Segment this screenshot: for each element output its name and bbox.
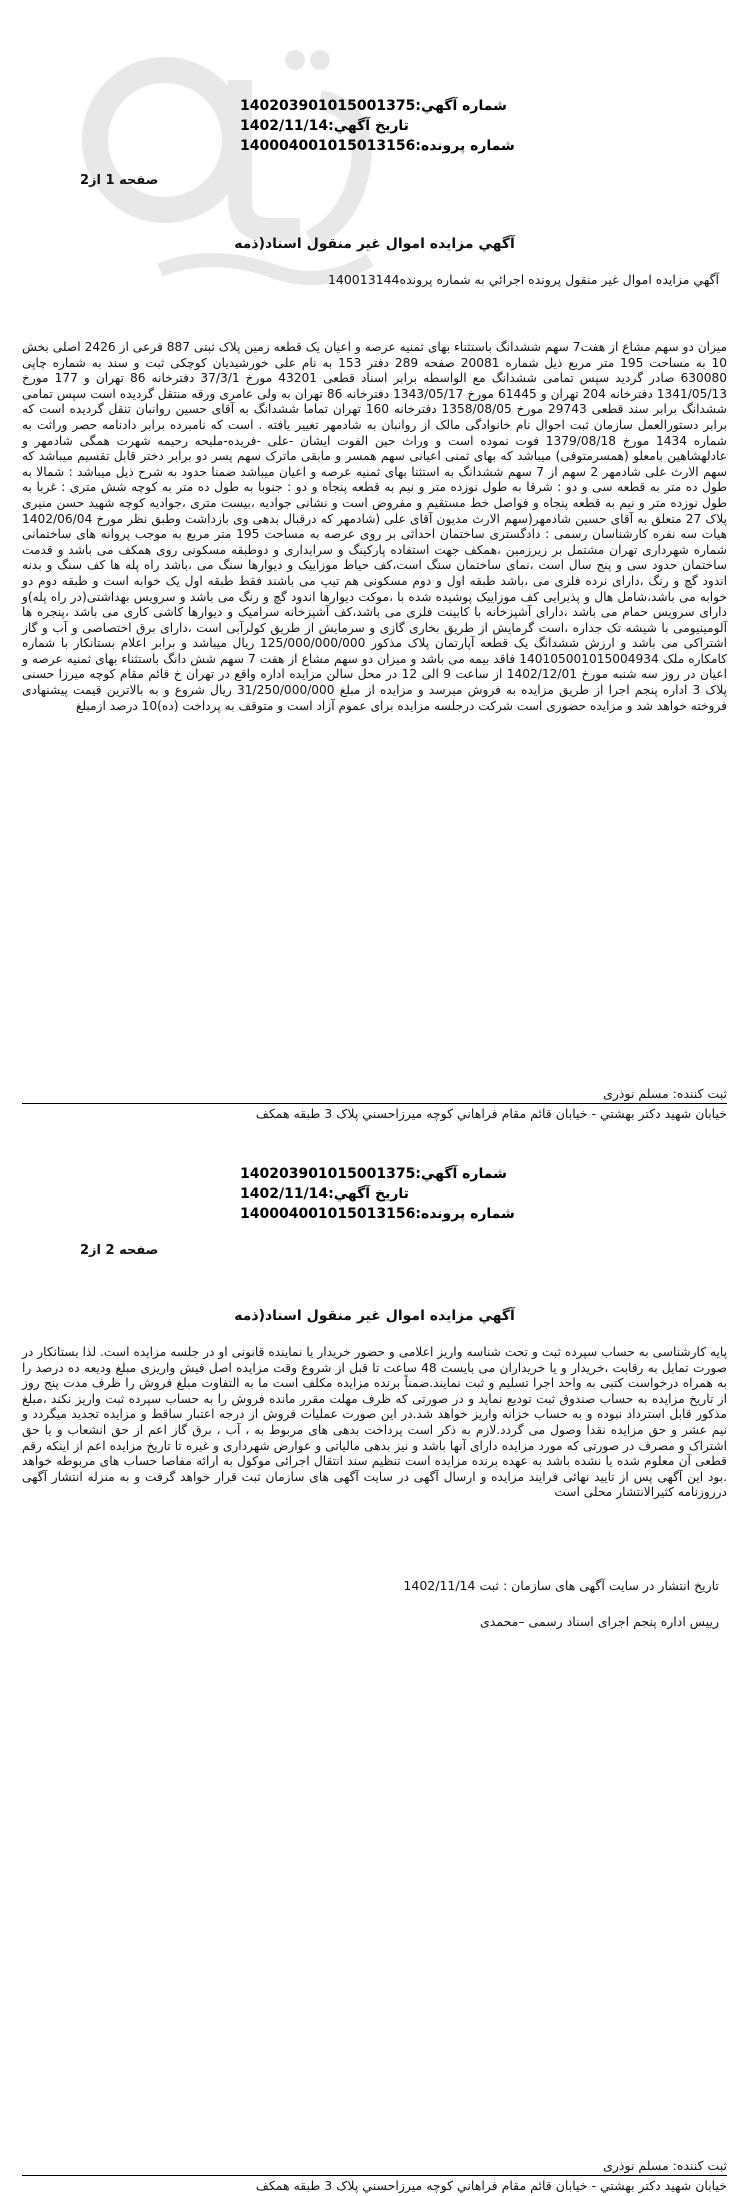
ad-number: شماره آگهي:140203901015001375	[240, 1166, 507, 1182]
page-title: آگهي مزايده اموال غير منقول اسناد(ذمه	[234, 236, 515, 252]
auction-body-text: پايه کارشناسی به حساب سپرده ثبت و تحت شناسه واريز اعلامی و حضور خريدار يا نماينده قانونی او در جلسه مزايده است. لذا بستانکار در صورت تمايل به رقابت ،خريدار و يا خريداران می بايست 48 ساعت تا قبل از شروع وقت مزايده اصل فيش واريزی مبلغ وديعه ده درصد را به همراه درخواست کتبی به واحد اجرا تسليم و ثبت نمايند.ضمناً برنده مزايده مکلف است ما به التفاوت مبلغ فروش را ظرف مدت پنج روز از تاريخ مزايده به حساب صندوق ثبت توديع نمايد و در صورتی که ظرف مهلت مقرر مانده فروش را به حساب سپرده ثبت واريز نکند ،مبلغ مذکور قابل استرداد نبوده و به حساب خزانه واريز خواهد شد.در اين صورت عمليات فروش از درجه اعتبار ساقط و مزايده تجديد ميگردد و نيم عشر و حق مزايده نقدا وصول می گردد.لازم به ذکر است پرداخت بدهی های مربوط به ، آب ، برق گاز اعم از حق انشعاب و يا حق اشتراک و مصرف در صورتی که مورد مزايده دارای آنها باشد و نيز بدهی مالياتی و عوارض شهرداری و غيره تا تاريخ مزايده اعم از اينکه رقم قطعی آن معلوم شده يا نشده باشد به عهده برنده مزايده است تنظيم سند انتقال اجرائی موکول به ارائه مفاصا حساب های مربوطه خواهد .بود اين آگهی پس از تاييد نهائی فرايند مزايده و ارسال آگهی در سايت آگهی های سازمان ثبت قرار خواهد گرفت و به منزله انتشار آگهی درروزنامه کثيرالانتشار محلی است	[22, 1345, 727, 1500]
page-title: آگهي مزايده اموال غير منقول اسناد(ذمه	[234, 1308, 515, 1324]
auction-body-text: ميزان دو سهم مشاع از هفت7 سهم ششدانگ باستثناء بهای ثمنيه عرصه و اعيان يک قطعه زمين پلاک ثبتی 887 فرعی از 2426 اصلی بخش 10 به مساحت 195 متر مربع ذيل شماره 20081 صفحه 289 دفتر 153 به نام علی خورشيديان کوچکی ثبت و سند به شماره چاپی 630080 صادر گرديد سپس تمامی ششدانگ مع الواسطه برابر اسناد قطعی 43201 مورخ 37/3/1 دفترخانه 86 تهران و 177 مورخ 1341/05/13 دفترخانه 204 تهران و 61445 مورخ 1343/05/17 دفترخانه 86 تهران به ولی عامری ورقه منتقل گرديده است سپس تمامی ششدانگ برابر سند قطعی 29743 مورخ 1358/08/05 دفترخانه 160 تهران تماما ششدانگ به آقای حسين روانبان تنقل گرديده است که برابر دستورالعمل سازمان ثبت احوال نام خانوادگی مالک از روانبان به شادمهر تغيير يافته . است که نامبرده برابر دادنامه حصر وراثت به شماره 1434 مورخ 1379/08/18 فوت نموده است و وراث حين الفوت ايشان -علی -فريده-مليحه رحيمه شهرت همگی شادمهر و عادلهشاهين بامعلو (همسرمتوفی) ميباشد که بهای ثمنی اعيانی سهم همسر و مابقی ماترک سهم پسر دو برابر دختر قابل تقسيم ميباشد که سهم الارث علی شادمهر 2 سهم از 7 سهم ششدانگ به استثنا بهای ثمنيه عرصه و اعيان ميباشد ضمنا حدود به شرح ذيل ميباشد : شمالا به طول ده متر به قطعه سی و دو : شرقا به طول نوزده متر و نيم به قطعه پنجاه و دو : جنوبا به طول ده متر به کوچه شش متری : غربا به طول نوزده متر و نيم به قطعه پنجاه و فواصل خط مستقيم و مفروض است و نشانی جواديه ،بيست متری ،جواديه کوچه شهيد حسن منيری پلاک 27 متعلق به آقای حسين شادمهر(سهم الارث مدیون آقای علی (شادمهر که درقبال بدهی وی بازداشت وطبق نظر مورخ 1402/06/04 هيات سه نفره کارشناسان رسمی : دادگستری ساختمان احداثی بر روی عرصه به مساحت 195 متر مربع به موجب پروانه های ساختمانی شماره شهرداری تهران مشتمل بر زيرزمين ،همکف جهت استفاده پارکينگ و سرايداری و دوطبقه مسکونی روی همکف می باشد و قدمت ساختمان حدود سی و پنج سال است ،نمای ساختمان سنگ است،کف حياط موزاييک و ديوارها سنگ می ،باشد راه پله ها کف سنگ و بدنه اندود گچ و رنگ ،دارای نرده فلزی می ،باشد طبقه اول و دوم مسکونی هم تيپ می باشند فقط طبقه اول يک خوابه است و طبقه دوم دو خوابه می باشد،شامل هال و پذيرايی کف موزاييک پوشيده شده با ،موکت ديوارها اندود گچ و رنگ می باشد و سرويس بهداشتی(در راه پله)و دارای سرويس حمام می باشد ،دارای آشپزخانه با کابينت فلزی می باشد،کف آشپزخانه سراميک و ديوارها کاشی کاری می باشد ،پنجره ها آلومينيومی با شيشه تک جداره ،است گرمايش از طريق بخاری گازی و سرمايش از طريق کولرآبی است ،دارای برق اختصاصی و آب و گاز اشتراکی می باشد و ارزش ششدانگ يک قطعه آپارتمان پلاک مذکور 125/000/000/000 ريال ميباشد و برابر اعلام بستانکار با شماره کامکاره ملک 140105001015004934 فاقد بيمه می باشد و ميزان دو سهم مشاع از هفت 7 سهم شش دانگ باستثناء بهای ثمنيه عرصه و اعيان در روز سه شنبه مورخ 1402/12/01 از ساعت 9 الی 12 در محل سالن مزايده اداره واقع در تهران خ قائم مقام کوچه ميرزا حسنی پلاک 3 اداره پنجم اجرا از طريق مزايده به فروش ميرسد و مزايده از مبلغ 31/250/000/000 ريال شروع و به بالاترين قيمت پيشنهادی فروخته خواهد شد و مزايده حضوری است شرکت درجلسه مزايده برای عموم آزاد است و متوقف به پرداخت (ده)10 درصد ازمبلغ	[22, 340, 728, 713]
divider	[22, 1103, 727, 1104]
ad-date: تاريخ آگهي:1402/11/14	[240, 118, 409, 134]
office-address: خيابان شهيد دکتر بهشتي - خيابان قائم مقام فراهاني کوچه ميرزاحسني پلاک 3 طبقه همکف	[255, 2178, 727, 2193]
case-number: شماره پرونده:140004001015013156	[240, 138, 515, 154]
ad-date: تاريخ آگهي:1402/11/14	[240, 1186, 409, 1202]
page-label: صفحه 1 از2	[80, 173, 159, 188]
office-address: خيابان شهيد دکتر بهشتي - خيابان قائم مقام فراهاني کوچه ميرزاحسني پلاک 3 طبقه همکف	[255, 1106, 727, 1121]
publish-date: تاريخ انتشار در سايت آگهی های سازمان : ثبت 1402/11/14	[403, 1578, 719, 1593]
page2-footer	[22, 2158, 727, 2193]
ad-number: شماره آگهي:140203901015001375	[240, 98, 507, 114]
page2-header	[240, 1164, 700, 1224]
registrar: ثبت کننده: مسلم نوذری	[603, 2158, 727, 2173]
page-label: صفحه 2 از2	[80, 1243, 159, 1258]
registrar: ثبت کننده: مسلم نوذری	[603, 1086, 727, 1101]
page-subtitle: آگهي مزايده اموال غير منقول پرونده اجرائي به شماره پرونده140013144	[327, 272, 719, 287]
page1-footer	[22, 1086, 727, 1121]
divider	[22, 2175, 727, 2176]
page1-header	[240, 96, 700, 156]
case-number: شماره پرونده:140004001015013156	[240, 1206, 515, 1222]
signatory: رييس اداره پنجم اجرای اسناد رسمی –محمدی	[480, 1614, 719, 1629]
